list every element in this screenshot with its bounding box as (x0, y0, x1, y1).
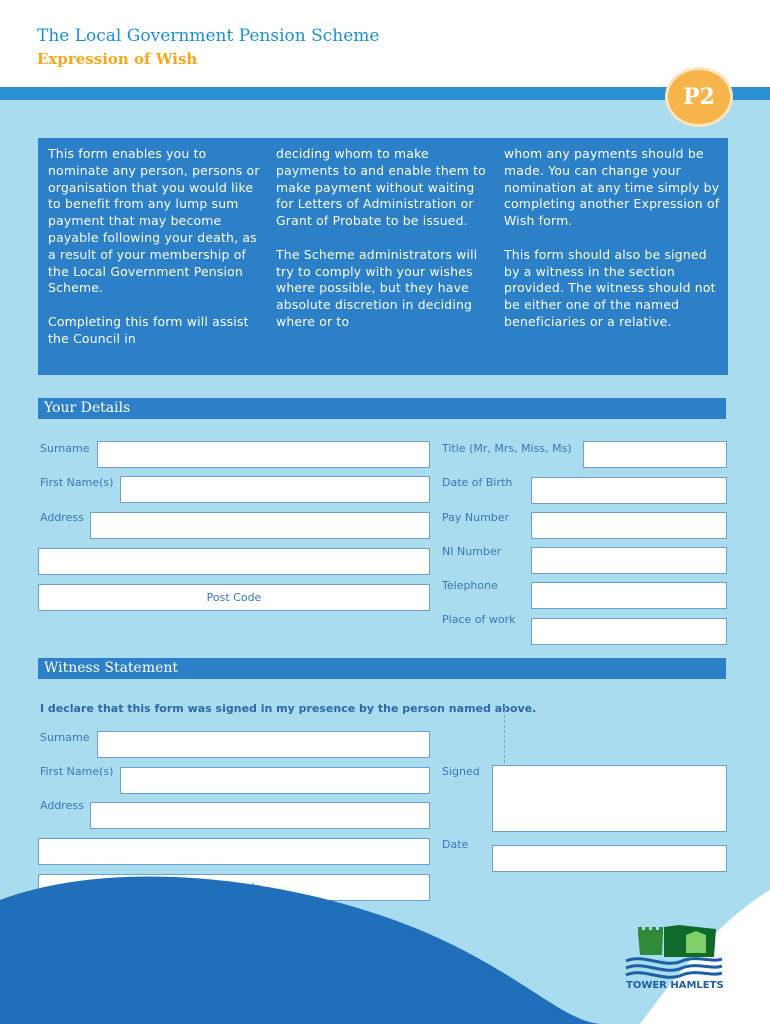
intro-paragraph: This form enables you to nominate any person, persons or organisation that you would like to benefit from any lump sum payment that may become payable following your death, as a result of your membership of the Local Government Pension Scheme. (48, 146, 260, 296)
signature-field[interactable] (492, 765, 727, 832)
first-names-field[interactable] (120, 476, 430, 503)
address-field-line-1[interactable] (90, 512, 430, 539)
intro-paragraph: Completing this form will assist the Council in (48, 313, 249, 346)
title-label: Title (Mr, Mrs, Miss, Ms) (442, 442, 572, 455)
ni-number-label: NI Number (442, 545, 502, 558)
divider (504, 705, 505, 763)
logo-text: TOWER HAMLETS (626, 980, 724, 991)
signed-label: Signed (442, 765, 480, 778)
post-code-field[interactable]: Post Code (38, 584, 430, 611)
intro-paragraph: The Scheme administrators will try to comply with your wishes where possible, but they have absolute discretion in deciding where or to (276, 246, 478, 329)
tower-hamlets-logo-icon (624, 925, 724, 981)
intro-panel (38, 138, 728, 375)
form-code-badge: P2 (665, 67, 733, 127)
surname-label: Surname (40, 442, 90, 455)
document-subtitle: Expression of Wish (37, 50, 198, 68)
witness-first-names-field[interactable] (120, 767, 430, 794)
witness-address-field-line-1[interactable] (90, 802, 430, 829)
pay-number-label: Pay Number (442, 511, 510, 524)
witness-statement-heading: Witness Statement (38, 658, 726, 679)
title-field[interactable] (583, 441, 727, 468)
surname-field[interactable] (97, 441, 430, 468)
telephone-field[interactable] (531, 582, 727, 609)
witness-surname-field[interactable] (97, 731, 430, 758)
document-title: The Local Government Pension Scheme (37, 26, 380, 46)
address-field-line-2[interactable] (38, 548, 430, 575)
witness-surname-label: Surname (40, 731, 90, 744)
witness-declaration: I declare that this form was signed in my presence by the person named above. (40, 702, 537, 715)
first-names-label: First Name(s) (40, 476, 114, 489)
witness-first-names-label: First Name(s) (40, 765, 114, 778)
pay-number-field[interactable] (531, 512, 727, 539)
dob-label: Date of Birth (442, 476, 513, 489)
intro-column-1 (48, 146, 268, 364)
header-stripe (0, 87, 770, 100)
intro-paragraph: whom any payments should be made. You can change your nomination at any time simply by completing another Expression of Wish form. (504, 146, 720, 229)
your-details-heading: Your Details (38, 398, 726, 419)
intro-column-3 (504, 146, 724, 348)
witness-address-label: Address (40, 799, 84, 812)
intro-paragraph: deciding whom to make payments to and enable them to make payment without waiting for Letters of Administration or Grant of Probate to be issued. (276, 146, 486, 229)
place-of-work-label: Place of work (442, 613, 516, 626)
dob-field[interactable] (531, 477, 727, 504)
place-of-work-field[interactable] (531, 618, 727, 645)
intro-column-2 (276, 146, 496, 348)
ni-number-field[interactable] (531, 547, 727, 574)
address-label: Address (40, 511, 84, 524)
intro-paragraph: This form should also be signed by a witness in the section provided. The witness should not be either one of the named beneficiaries or a relative. (504, 246, 716, 329)
telephone-label: Telephone (442, 579, 498, 592)
date-label: Date (442, 838, 469, 851)
